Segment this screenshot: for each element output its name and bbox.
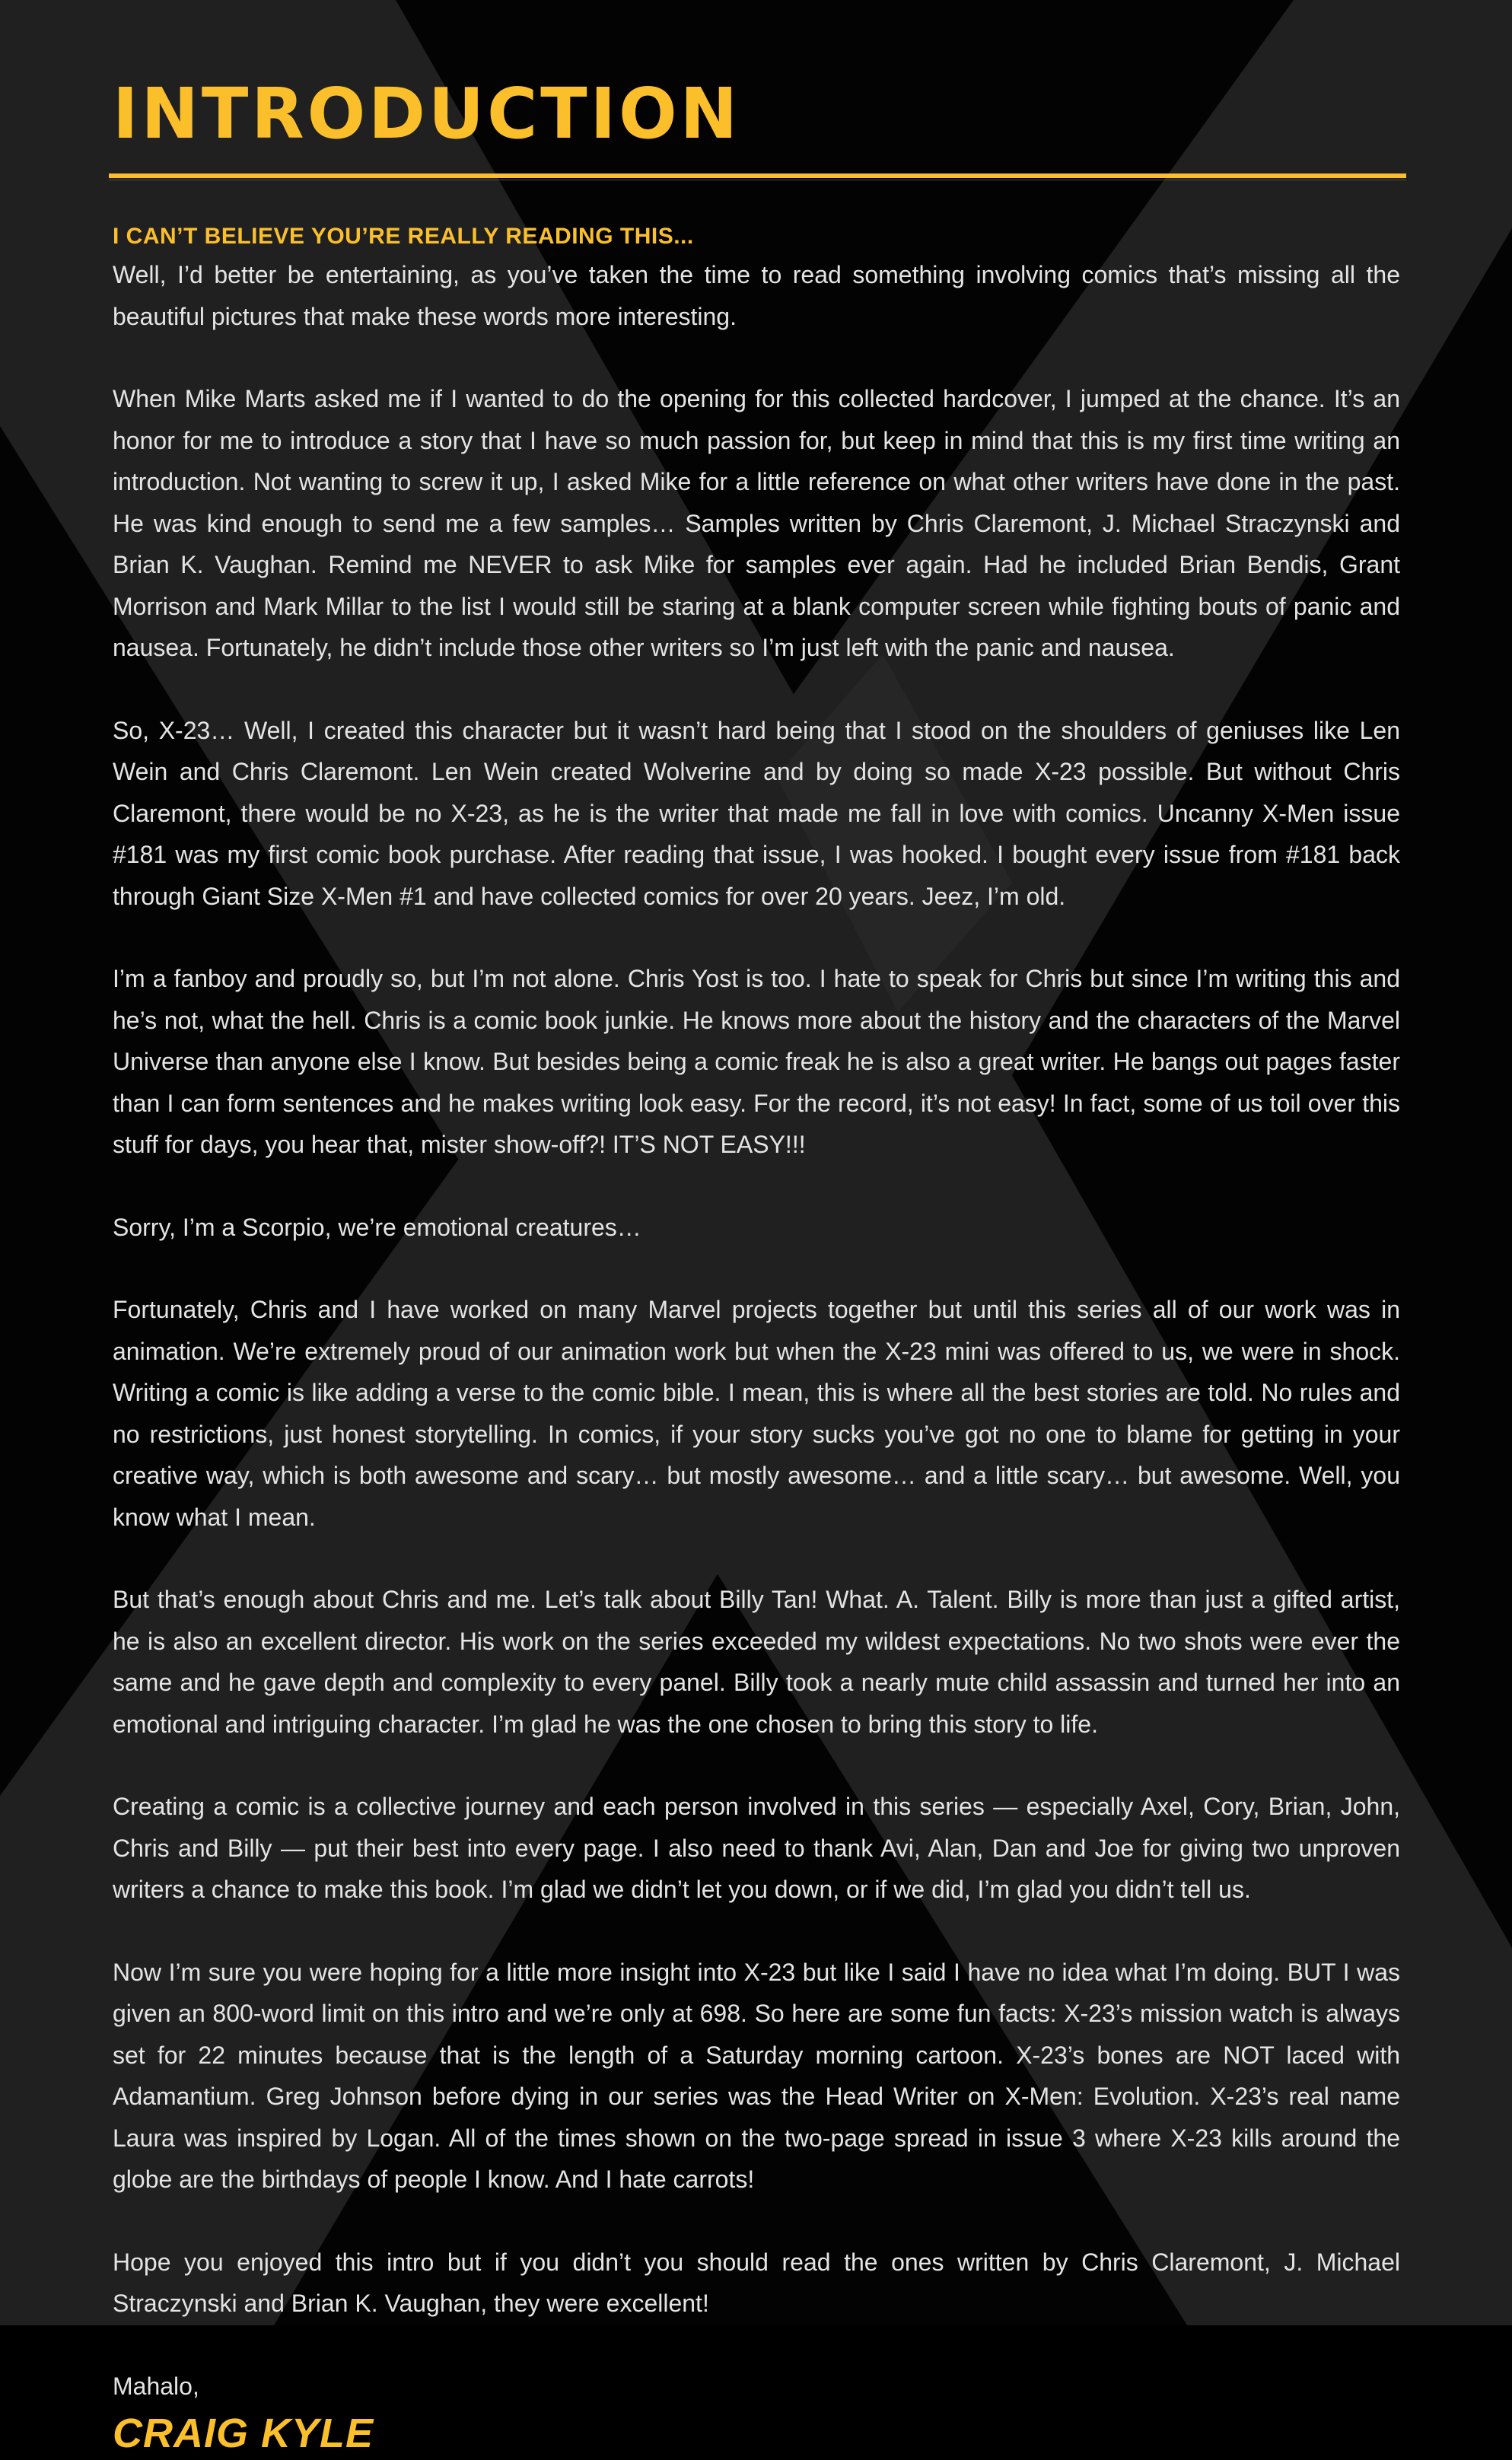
paragraph: I’m a fanboy and proudly so, but I’m not alone. Chris Yost is too. I hate to speak for Chris but since I’m writing this and he’s not, what the hell. Chris is a comic book junkie. He knows more about the history and the characters of the Marvel Universe than anyone else I know. But besides being a comic freak he is also a great writer. He bangs out pages faster than I can form sentences and he makes writing look easy. For the record, it’s not easy! In fact, some of us toil over this stuff for days, you hear that, mister show-off?! IT’S NOT EASY!!! [113, 965, 1400, 1158]
author-signature: CRAIG KYLE [113, 2410, 374, 2456]
paragraph: So, X-23… Well, I created this character but it wasn’t hard being that I stood on the shoulders of geniuses like Len Wein and Chris Claremont. Len Wein created Wolverine and by doing so made X-23 possible. But without Chris Claremont, there would be no X-23, as he is the writer that made me fall in love with comics. Uncanny X-Men issue #181 was my first comic book purchase. After reading that issue, I was hooked. I bought every issue from #181 back through Giant Size X-Men #1 and have collected comics for over 20 years. Jeez, I’m old. [113, 716, 1400, 910]
paragraph: Creating a comic is a collective journey and each person involved in this series — especially Axel, Cory, Brian, John, Chris and Billy — put their best into every page. I also need to thank Avi, Alan, Dan and Joe for giving two unproven writers a chance to make this book. I’m glad we didn’t let you down, or if we did, I’m glad you didn’t tell us. [113, 1793, 1400, 1903]
paragraph: When Mike Marts asked me if I wanted to do the opening for this collected hardcover, I jumped at the chance. It’s an honor for me to introduce a story that I have so much passion for, but keep in mind that this is my first time writing an introduction. Not wanting to screw it up, I asked Mike for a little reference on what other writers have done in the past. He was kind enough to send me a few samples… Samples written by Chris Claremont, J. Michael Straczynski and Brian K. Vaughan. Remind me NEVER to ask Mike for samples ever again. Had he included Brian Bendis, Grant Morrison and Mark Millar to the list I would still be staring at a blank computer screen while fighting bouts of panic and nausea. Fortunately, he didn’t include those other writers so I’m just left with the panic and nausea. [113, 385, 1400, 661]
paragraph: But that’s enough about Chris and me. Let’s talk about Billy Tan! What. A. Talent. Billy is more than just a gifted artist, he is also an excellent director. His work on the series exceeded my wildest expectations. No two shots were ever the same and he gave depth and complexity to every panel. Billy took a nearly mute child assassin and turned her into an emotional and intriguing character. I’m glad he was the one chosen to bring this story to life. [113, 1586, 1400, 1738]
paragraph: Now I’m sure you were hoping for a little more insight into X-23 but like I said I have no idea what I’m doing. BUT I was given an 800-word limit on this intro and we’re only at 698. So here are some fun facts: X-23’s mission watch is always set for 22 minutes because that is the length of a Saturday morning cartoon. X-23’s bones are NOT laced with Adamantium. Greg Johnson before dying in our series was the Head Writer on X-Men: Evolution. X-23’s real name Laura was inspired by Logan. All of the times shown on the two-page spread in issue 3 where X-23 kills around the globe are the birthdays of people I know. And I hate carrots! [113, 1958, 1400, 2193]
paragraph: Well, I’d better be entertaining, as you’ve taken the time to read something involving comics that’s missing all the beautiful pictures that make these words more interesting. [113, 261, 1400, 330]
article-body [113, 219, 1400, 2460]
lead-heading: I CAN’T BELIEVE YOU’RE REALLY READING THIS... [113, 224, 694, 249]
page-title: INTRODUCTION [113, 73, 740, 154]
closing-line: Mahalo, [113, 2372, 199, 2400]
title-underline [109, 173, 1406, 178]
paragraph: Sorry, I’m a Scorpio, we’re emotional creatures… [113, 1213, 641, 1241]
paragraph: Hope you enjoyed this intro but if you didn’t you should read the ones written by Chris Claremont, J. Michael Straczynski and Brian K. Vaughan, they were excellent! [113, 2248, 1400, 2317]
paragraph: Fortunately, Chris and I have worked on many Marvel projects together but until this series all of our work was in animation. We’re extremely proud of our animation work but when the X-23 mini was offered to us, we were in shock. Writing a comic is like adding a verse to the comic bible. I mean, this is where all the best stories are told. No rules and no restrictions, just honest storytelling. In comics, if your story sucks you’ve got no one to blame for getting in your creative way, which is both awesome and scary… but mostly awesome… and a little scary… but awesome. Well, you know what I mean. [113, 1296, 1400, 1531]
